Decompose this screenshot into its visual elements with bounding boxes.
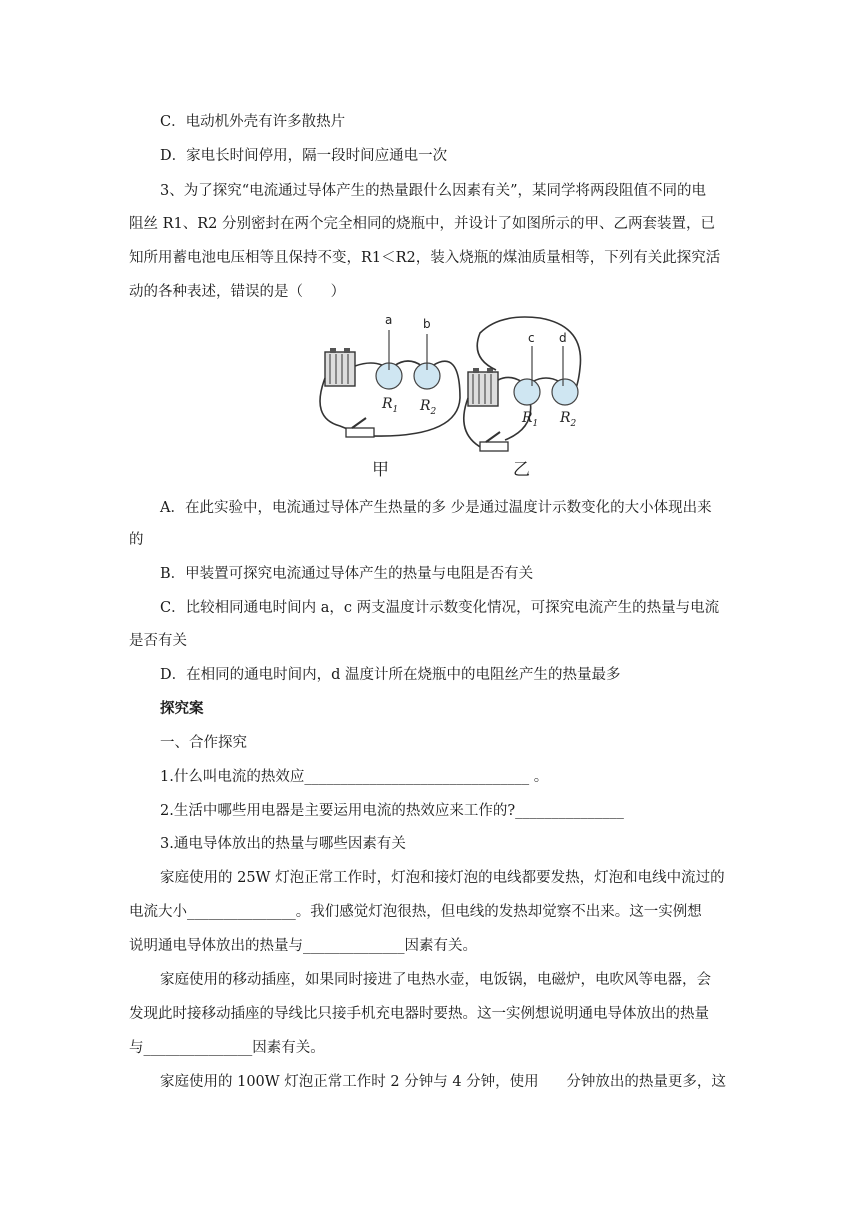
item-1: 1.什么叫电流的热效应_______________________________ 。 (160, 769, 549, 785)
para-2-line-3: 与_______________因素有关。 (129, 1040, 325, 1056)
circuit-diagram (310, 308, 590, 488)
option-d: D．在相同的通电时间内，d 温度计所在烧瓶中的电阻丝产生的热量最多 (160, 667, 621, 683)
battery-left (325, 348, 355, 386)
para-2-line-1: 家庭使用的移动插座，如果同时接进了电热水壶，电饭锅，电磁炉，电吹风等电器，会 (160, 972, 711, 988)
option-c-line-2: 是否有关 (129, 633, 187, 649)
option-a-line-2: 的 (129, 532, 144, 548)
question-3-line-1: 3、为了探究“电流通过导体产生的热量跟什么因素有关”，某同学将两段阻值不同的电 (160, 183, 707, 199)
option-c-prev: C．电动机外壳有许多散热片 (160, 114, 346, 130)
question-3-line-3: 知所用蓄电池电压相等且保持不变，R1＜R2，装入烧瓶的煤油质量相等，下列有关此探究活 (129, 250, 721, 266)
label-r2-left: $R_2$ (420, 398, 437, 417)
wire-left-1 (355, 363, 384, 366)
para-1-line-2: 电流大小_______________。我们感觉灯泡很热，但电线的发热却觉察不出来。这一实例想 (129, 904, 702, 920)
switch-right (480, 432, 508, 451)
option-b: B．甲装置可探究电流通过导体产生的热量与电阻是否有关 (160, 566, 534, 582)
item-3: 3.通电导体放出的热量与哪些因素有关 (160, 836, 406, 852)
label-c: c (528, 331, 535, 345)
battery-right (468, 368, 498, 406)
circuit-figure (310, 308, 590, 488)
figure-label-jia: 甲 (372, 460, 389, 480)
para-1-line-1: 家庭使用的 25W 灯泡正常工作时，灯泡和接灯泡的电线都要发热，灯泡和电线中流过的 (160, 870, 725, 886)
label-r1-left: $R_1$ (382, 396, 399, 415)
item-2: 2.生活中哪些用电器是主要运用电流的热效应来工作的?_______________ (160, 803, 624, 819)
para-1-line-3: 说明通电导体放出的热量与______________因素有关。 (129, 938, 477, 954)
option-a-line-1: A．在此实验中，电流通过导体产生热量的多 少是通过温度计示数变化的大小体现出来 (160, 500, 712, 516)
wire-right-2 (498, 377, 522, 382)
wire-left-2 (394, 361, 422, 366)
wire-right-3 (532, 378, 560, 382)
para-2-line-2: 发现此时接移动插座的导线比只接手机充电器时要热。这一实例想说明通电导体放出的热量 (129, 1006, 709, 1022)
subsection-title: 一、合作探究 (160, 735, 247, 751)
flask-r2-right (552, 379, 578, 405)
para-3-line-1: 家庭使用的 100W 灯泡正常工作时 2 分钟与 4 分钟，使用 分钟放出的热量更多，这 (160, 1074, 726, 1090)
label-b: b (423, 317, 431, 331)
label-r1-right: $R_1$ (522, 410, 539, 429)
question-3-line-4: 动的各种表述，错误的是（ ） (129, 284, 346, 300)
switch-left (346, 418, 374, 437)
option-c-line-1: C．比较相同通电时间内 a，c 两支温度计示数变化情况，可探究电流产生的热量与电流 (160, 600, 720, 616)
section-title: 探究案 (160, 700, 204, 717)
option-d-prev: D．家电长时间停用，隔一段时间应通电一次 (160, 148, 448, 164)
flask-r1-right (514, 379, 540, 405)
label-r2-right: $R_2$ (560, 410, 577, 429)
label-d: d (559, 331, 567, 345)
figure-label-yi: 乙 (513, 460, 530, 480)
question-3-line-2: 阻丝 R1、R2 分别密封在两个完全相同的烧瓶中，并设计了如图所示的甲、乙两套装置，已 (129, 216, 716, 232)
label-a: a (385, 313, 393, 327)
